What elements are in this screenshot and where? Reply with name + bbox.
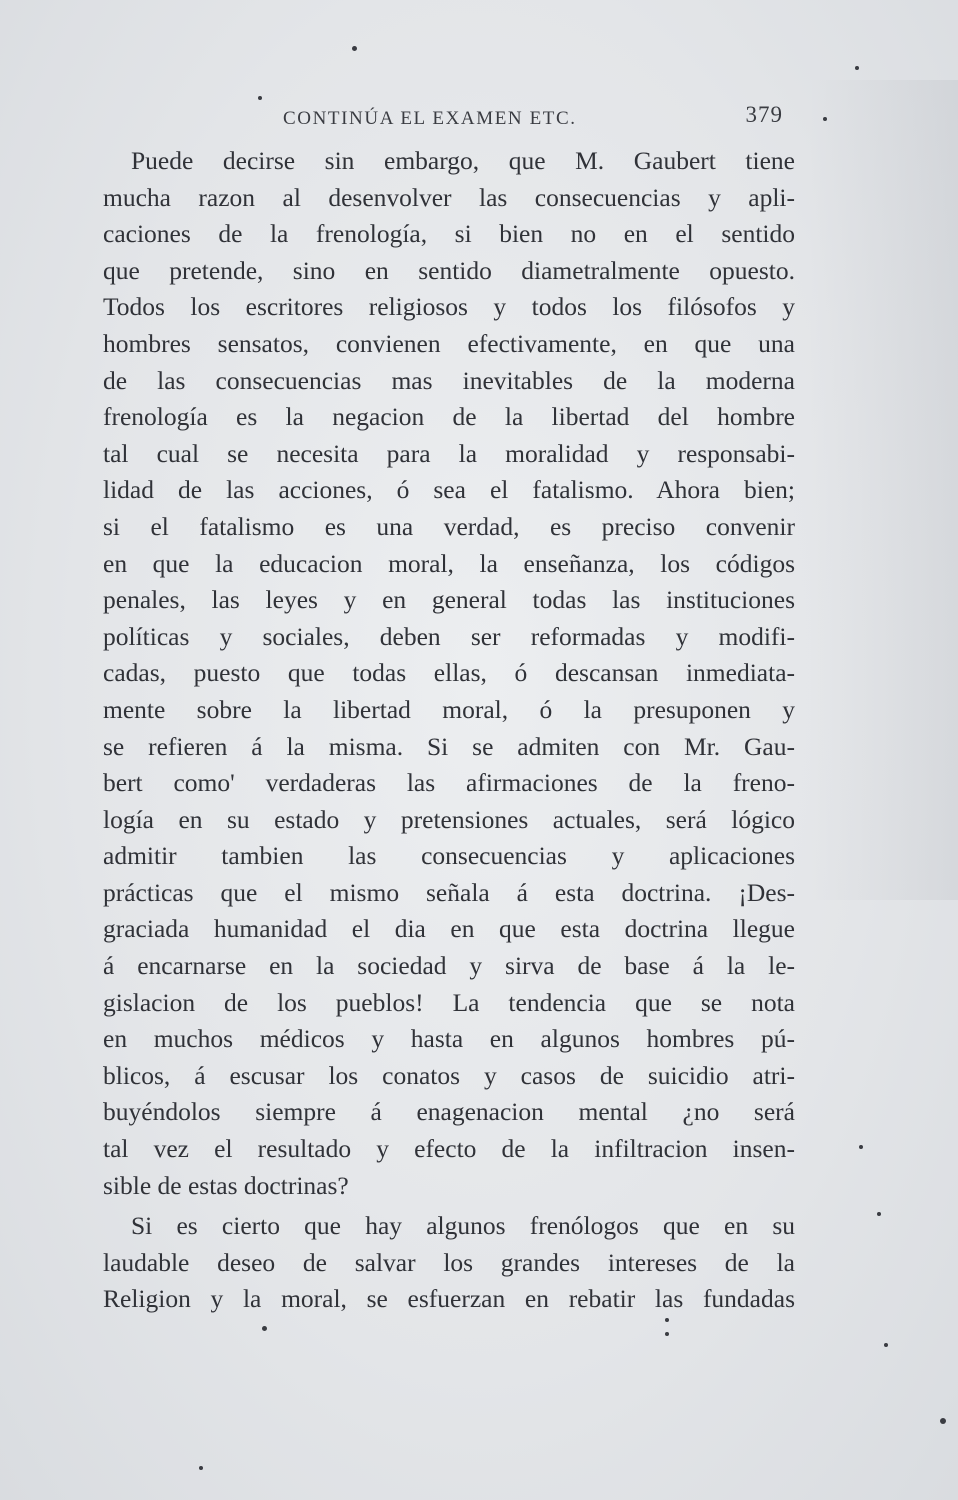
paragraph	[103, 143, 795, 1204]
speck	[199, 1466, 203, 1470]
text-line: laudable deseo de salvar los grandes intereses de la	[103, 1247, 795, 1277]
text-line: lidad de las acciones, ó sea el fatalismo. Ahora bien;	[103, 475, 795, 505]
paragraph	[103, 1208, 795, 1318]
text-line: frenología es la negacion de la libertad del hombre	[103, 402, 795, 432]
text-line: de las consecuencias mas inevitables de la moderna	[103, 365, 795, 395]
text-line: buyéndolos siempre á enagenacion mental ¿no será	[103, 1097, 795, 1127]
text-line: Todos los escritores religiosos y todos los filósofos y	[103, 292, 795, 322]
text-line: mucha razon al desenvolver las consecuencias y apli-	[103, 182, 795, 212]
running-title: CONTINÚA EL EXAMEN ETC.	[283, 108, 577, 129]
text-line: tal vez el resultado y efecto de la infiltracion insen-	[103, 1134, 795, 1164]
text-line: mente sobre la libertad moral, ó la presuponen y	[103, 694, 795, 724]
text-line: logía en su estado y pretensiones actuales, será lógico	[103, 804, 795, 834]
text-line: graciada humanidad el dia en que esta doctrina llegue	[103, 914, 795, 944]
speck	[940, 1418, 946, 1424]
text-line: caciones de la frenología, si bien no en el sentido	[103, 219, 795, 249]
text-line: penales, las leyes y en general todas las instituciones	[103, 585, 795, 615]
text-line: bert como' verdaderas las afirmaciones de la freno-	[103, 768, 795, 798]
page-header	[283, 102, 803, 138]
speck	[855, 66, 859, 70]
text-line: Si es cierto que hay algunos frenólogos que en su	[131, 1211, 795, 1241]
speck	[884, 1343, 888, 1347]
speck	[877, 1212, 881, 1216]
speck	[859, 1145, 863, 1149]
text-line: se refieren á la misma. Si se admiten con Mr. Gau-	[103, 731, 795, 761]
text-line: en que la educacion moral, la enseñanza, los códigos	[103, 548, 795, 578]
text-line: cadas, puesto que todas ellas, ó descansan inmediata-	[103, 658, 795, 688]
speck	[262, 1326, 267, 1331]
text-line: á encarnarse en la sociedad y sirva de base á la le-	[103, 951, 795, 981]
body-text	[103, 143, 795, 1318]
page-shadow	[808, 80, 958, 900]
text-line: en muchos médicos y hasta en algunos hombres pú-	[103, 1024, 795, 1054]
text-line: políticas y sociales, deben ser reformadas y modifi-	[103, 621, 795, 651]
text-line: gislacion de los pueblos! La tendencia que se nota	[103, 987, 795, 1017]
speck	[665, 1318, 669, 1322]
speck	[258, 96, 262, 100]
speck	[352, 46, 357, 51]
text-line: que pretende, sino en sentido diametralmente opuesto.	[103, 255, 795, 285]
page-number: 379	[745, 102, 783, 127]
text-line: prácticas que el mismo señala á esta doctrina. ¡Des-	[103, 877, 795, 907]
speck	[665, 1332, 669, 1336]
text-line: Religion y la moral, se esfuerzan en rebatir las fundadas	[103, 1284, 795, 1314]
text-line: sible de estas doctrinas?	[103, 1170, 349, 1200]
speck	[823, 117, 827, 121]
text-line: si el fatalismo es una verdad, es preciso convenir	[103, 511, 795, 541]
text-line: blicos, á escusar los conatos y casos de suicidio atri-	[103, 1060, 795, 1090]
text-line: hombres sensatos, convienen efectivamente, en que una	[103, 328, 795, 358]
text-line: admitir tambien las consecuencias y aplicaciones	[103, 841, 795, 871]
text-line: tal cual se necesita para la moralidad y responsabi-	[103, 438, 795, 468]
text-line: Puede decirse sin embargo, que M. Gaubert tiene	[131, 146, 795, 175]
